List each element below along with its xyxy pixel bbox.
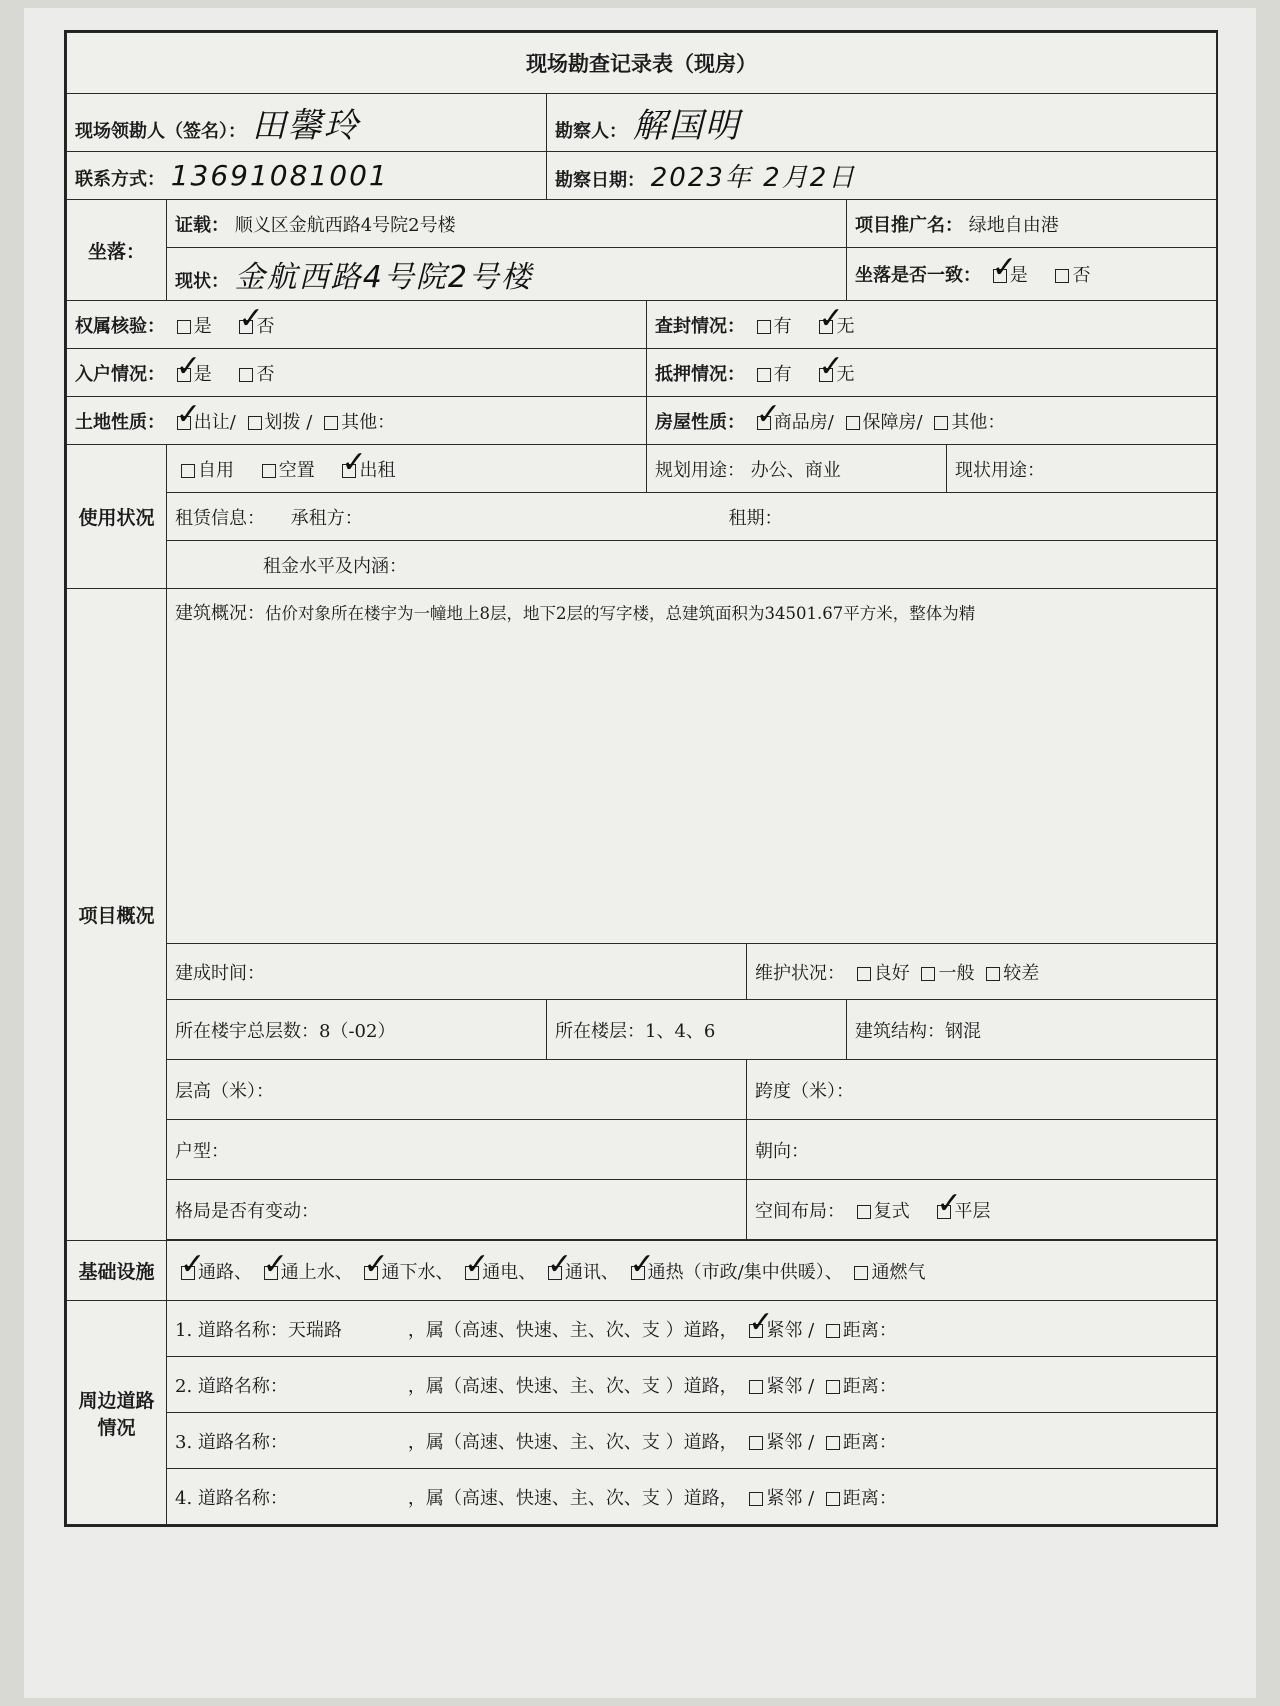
survey-form (64, 30, 1218, 1527)
land-opt1-checkbox[interactable] (177, 416, 191, 430)
road-row (167, 1357, 1217, 1413)
road-distance-label: 距离： (842, 1319, 897, 1341)
road-sep: / (802, 1375, 820, 1397)
infra-water-label: 通上水、 (280, 1261, 353, 1283)
infra-heat-checkbox[interactable] (631, 1266, 645, 1280)
mortgage-no-checkbox[interactable] (819, 368, 833, 382)
entry-no-label: 否 (256, 363, 275, 385)
match-no-checkbox[interactable] (1055, 269, 1069, 283)
plan-use-value: 办公、商业 (750, 459, 841, 481)
entry-yes-checkbox[interactable] (177, 368, 191, 382)
usage-rent-checkbox[interactable] (342, 464, 356, 478)
roads-label: 周边道路情况 (67, 1301, 167, 1525)
floor-cell (547, 1000, 847, 1060)
mortgage-cell (647, 349, 1217, 397)
seal-no-checkbox[interactable] (819, 320, 833, 334)
infra-cell (167, 1241, 1217, 1301)
road-sep: / (802, 1431, 820, 1453)
usage-vacant-label: 空置 (278, 459, 315, 481)
road-adjacent-checkbox[interactable] (749, 1380, 763, 1394)
surveyor-label: 勘察人： (555, 121, 627, 142)
road-prefix: 2. 道路名称： (175, 1375, 288, 1397)
match-yes-label: 是 (1009, 265, 1028, 286)
infra-power-checkbox[interactable] (465, 1266, 479, 1280)
plan-use-label: 规划用途： (655, 459, 745, 481)
road-adjacent-label: 紧邻 (766, 1375, 803, 1397)
span-label: 跨度（米）： (755, 1080, 854, 1102)
lease-label: 租赁信息： (175, 507, 265, 529)
promo-cell (847, 200, 1217, 248)
cert-cell (167, 200, 847, 248)
promo-value: 绿地自由港 (968, 214, 1059, 236)
infra-telecom-checkbox[interactable] (548, 1266, 562, 1280)
project-label: 项目概况 (67, 589, 167, 1241)
contact-label: 联系方式： (75, 169, 165, 190)
seal-yes-checkbox[interactable] (757, 320, 771, 334)
type-label: 户型： (175, 1140, 229, 1162)
date-label: 勘察日期： (555, 170, 645, 191)
maint-cell (747, 944, 1217, 1000)
current-use-cell (947, 445, 1217, 493)
match-no-label: 否 (1072, 265, 1091, 286)
date-value: 2023年 2月2日 (650, 163, 857, 193)
lead-signature: 田馨玲 (251, 106, 360, 146)
mortgage-label: 抵押情况： (655, 363, 745, 385)
usage-options-cell (167, 445, 647, 493)
ownership-label: 权属核验： (75, 315, 165, 337)
lead-cell (67, 94, 547, 152)
orient-cell (747, 1120, 1217, 1180)
mortgage-yes-checkbox[interactable] (757, 368, 771, 382)
span-cell (747, 1060, 1217, 1120)
survey-table (66, 32, 1217, 1525)
match-yes-checkbox[interactable] (993, 269, 1007, 283)
road-row (167, 1469, 1217, 1525)
land-opt2-label: 划拨 / (264, 411, 313, 433)
maint-fair-checkbox[interactable] (921, 967, 935, 981)
road-distance-checkbox[interactable] (826, 1436, 840, 1450)
infra-road-checkbox[interactable] (181, 1266, 195, 1280)
ownership-yes-label: 是 (193, 315, 212, 337)
ownership-yes-checkbox[interactable] (177, 320, 191, 334)
floor-label: 所在楼层： (555, 1020, 645, 1042)
road-prefix: 4. 道路名称： (175, 1487, 288, 1509)
ownership-no-checkbox[interactable] (239, 320, 253, 334)
infra-power-label: 通电、 (482, 1261, 537, 1283)
cert-value: 顺义区金航西路4号院2号楼 (234, 214, 456, 236)
infra-drain-label: 通下水、 (381, 1261, 454, 1283)
current-location-label: 现状： (175, 271, 229, 292)
plan-use-cell (647, 445, 947, 493)
seal-yes-label: 有 (773, 315, 792, 337)
road-adjacent-checkbox[interactable] (749, 1492, 763, 1506)
ownership-no-label: 否 (256, 315, 275, 337)
road-distance-checkbox[interactable] (826, 1380, 840, 1394)
road-distance-checkbox[interactable] (826, 1324, 840, 1338)
house-opt1-checkbox[interactable] (757, 416, 771, 430)
land-opt2-checkbox[interactable] (248, 416, 262, 430)
maint-fair-label: 一般 (938, 962, 975, 984)
road-adjacent-checkbox[interactable] (749, 1436, 763, 1450)
infra-gas-label: 通燃气 (871, 1261, 926, 1283)
house-opt2-checkbox[interactable] (846, 416, 860, 430)
built-label: 建成时间： (175, 962, 265, 984)
date-cell (547, 152, 1217, 200)
road-adjacent-label: 紧邻 (766, 1319, 803, 1341)
floors-label: 所在楼宇总层数： (175, 1020, 319, 1042)
seal-no-label: 无 (836, 315, 855, 337)
change-label: 格局是否有变动： (175, 1200, 319, 1222)
house-opt3-label: 其他： (951, 411, 1006, 433)
tenant-label: 承租方： (290, 507, 363, 529)
mortgage-yes-label: 有 (773, 363, 792, 385)
road-distance-label: 距离： (842, 1431, 897, 1453)
cert-label: 证载： (175, 214, 229, 236)
road-distance-label: 距离： (842, 1375, 897, 1397)
usage-self-label: 自用 (198, 459, 234, 481)
layout-flat-label: 平层 (954, 1200, 991, 1222)
infra-telecom-label: 通讯、 (564, 1261, 619, 1283)
rent-label: 租金水平及内涵： (263, 555, 407, 577)
road-name: 天瑞路 (287, 1319, 342, 1341)
paper-sheet (24, 8, 1256, 1698)
overview-value: 估价对象所在楼宇为一幢地上8层，地下2层的写字楼，总建筑面积为34501.67平方米，整体为精 (265, 604, 976, 623)
land-opt1-label: 出让/ (193, 411, 236, 433)
maint-label: 维护状况： (755, 962, 845, 984)
road-belong: ，属（高速、快速、主、次、支 ）道路， (407, 1375, 738, 1397)
match-label: 坐落是否一致： (855, 265, 981, 286)
entry-label: 入户情况： (75, 363, 165, 385)
struct-label: 建筑结构： (855, 1020, 945, 1042)
entry-yes-label: 是 (193, 363, 212, 385)
height-cell (167, 1060, 747, 1120)
overview-label: 建筑概况： (175, 603, 265, 624)
road-belong: ，属（高速、快速、主、次、支 ）道路， (407, 1319, 738, 1341)
road-adjacent-checkbox[interactable] (749, 1324, 763, 1338)
change-cell (167, 1180, 747, 1240)
house-opt3-checkbox[interactable] (934, 416, 948, 430)
maint-good-checkbox[interactable] (857, 967, 871, 981)
seal-label: 查封情况： (655, 315, 745, 337)
layout-duplex-checkbox[interactable] (857, 1205, 871, 1219)
surveyor-cell (547, 94, 1217, 152)
orient-label: 朝向： (755, 1140, 809, 1162)
road-belong: ，属（高速、快速、主、次、支 ）道路， (407, 1487, 738, 1509)
road-sep: / (802, 1487, 820, 1509)
road-adjacent-label: 紧邻 (766, 1431, 803, 1453)
usage-rent-label: 出租 (359, 459, 396, 481)
current-location-value: 金航西路4号院2号楼 (234, 260, 533, 295)
layout-duplex-label: 复式 (873, 1200, 910, 1222)
entry-cell (67, 349, 647, 397)
floor-value: 1、4、6 (645, 1020, 716, 1042)
contact-value: 13691081001 (170, 159, 389, 192)
infra-gas-checkbox[interactable] (854, 1266, 868, 1280)
layout-flat-checkbox[interactable] (937, 1205, 951, 1219)
struct-cell (847, 1000, 1217, 1060)
form-title: 现场勘查记录表（现房） (67, 33, 1217, 94)
overview-cell (167, 589, 1217, 944)
maint-good-label: 良好 (873, 962, 910, 984)
house-cell (647, 397, 1217, 445)
type-cell (167, 1120, 747, 1180)
road-belong: ，属（高速、快速、主、次、支 ）道路， (407, 1431, 738, 1453)
entry-no-checkbox[interactable] (239, 368, 253, 382)
ownership-cell (67, 301, 647, 349)
road-row (167, 1413, 1217, 1469)
built-cell (167, 944, 747, 1000)
match-cell (847, 248, 1217, 301)
land-opt3-label: 其他： (341, 411, 396, 433)
floors-value: 8（-02） (319, 1020, 396, 1042)
lead-label: 现场领勘人（签名）： (75, 121, 246, 142)
land-cell (67, 397, 647, 445)
land-label: 土地性质： (75, 411, 165, 433)
maint-poor-checkbox[interactable] (986, 967, 1000, 981)
height-label: 层高（米）： (175, 1080, 274, 1102)
house-opt1-label: 商品房/ (773, 411, 834, 433)
usage-vacant-checkbox[interactable] (262, 464, 276, 478)
road-adjacent-label: 紧邻 (766, 1487, 803, 1509)
road-row (167, 1301, 1217, 1357)
layout-label: 空间布局： (755, 1200, 845, 1222)
infra-heat-label: 通热（市政/集中供暖）、 (647, 1261, 843, 1283)
infra-water-checkbox[interactable] (264, 1266, 278, 1280)
current-use-label: 现状用途： (955, 459, 1045, 481)
mortgage-no-label: 无 (836, 363, 855, 385)
lease-cell (167, 493, 1217, 541)
infra-road-label: 通路、 (198, 1261, 252, 1283)
house-label: 房屋性质： (655, 411, 745, 433)
promo-label: 项目推广名： (855, 214, 963, 236)
road-sep: / (802, 1319, 820, 1341)
layout-cell (747, 1180, 1217, 1240)
current-location-cell (167, 248, 847, 301)
usage-label: 使用状况 (67, 445, 167, 589)
road-prefix: 3. 道路名称： (175, 1431, 288, 1453)
infra-label: 基础设施 (67, 1241, 167, 1301)
maint-poor-label: 较差 (1003, 962, 1040, 984)
location-label: 坐落： (67, 200, 167, 301)
house-opt2-label: 保障房/ (862, 411, 923, 433)
road-distance-checkbox[interactable] (826, 1492, 840, 1506)
term-label: 租期： (728, 507, 783, 529)
usage-self-checkbox[interactable] (181, 464, 195, 478)
floors-cell (167, 1000, 547, 1060)
surveyor-signature: 解国明 (632, 106, 741, 146)
road-prefix: 1. 道路名称： (175, 1319, 288, 1341)
struct-value: 钢混 (945, 1020, 981, 1042)
seal-cell (647, 301, 1217, 349)
rent-cell (167, 541, 1217, 589)
contact-cell (67, 152, 547, 200)
road-distance-label: 距离： (842, 1487, 897, 1509)
land-opt3-checkbox[interactable] (324, 416, 338, 430)
infra-drain-checkbox[interactable] (364, 1266, 378, 1280)
